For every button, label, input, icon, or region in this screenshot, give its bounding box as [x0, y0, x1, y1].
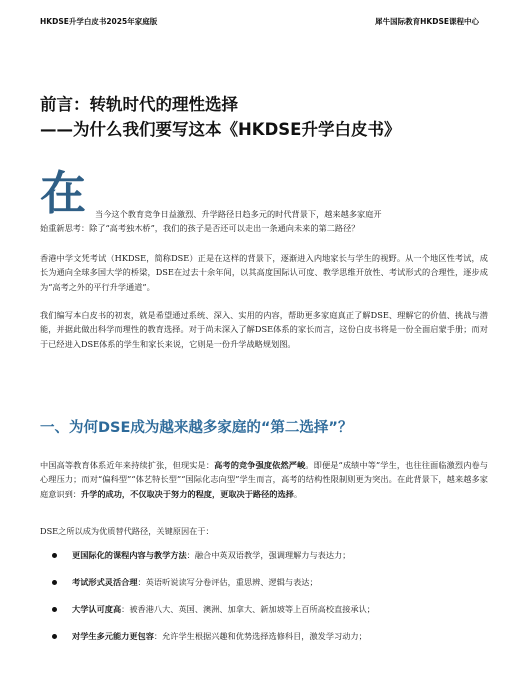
header-left-text: HKDSE升学白皮书2025年家庭版 [40, 17, 158, 26]
bullet-icon [52, 580, 57, 585]
list-item [40, 575, 488, 602]
title-line-1: 前言：转轨时代的理性选择 [40, 95, 238, 114]
list-item-label: 考试形式灵活合理 [72, 577, 138, 587]
list-item [40, 602, 488, 629]
header-right-text: 犀牛国际教育HKDSE课程中心 [375, 17, 479, 26]
preface-paragraph-3: 我们编写本白皮书的初衷，就是希望通过系统、深入、实用的内容，帮助更多家庭真正了解DSE、理解它的价值、挑战与潜能，并据此做出科学而理性的教育选择。对于尚未深入了解DSE体系的家长而言，这份白皮书将是一份全面启蒙手册；而对于已经进入DSE体系的学生和家长来说，它则是一份升学战略规划图。 [40, 310, 488, 349]
bullet-icon [52, 634, 57, 639]
page-header [40, 16, 479, 30]
bullet-icon [52, 553, 57, 558]
preface-paragraph-2: 香港中学文凭考试（HKDSE，简称DSE）正是在这样的背景下，逐渐进入内地家长与学生的视野。从一个地区性考试，成长为通向全球多国大学的桥梁，DSE在过去十余年间，以其高度国际认可度、教学思维开放性、考试形式的合理性，逐步成为“高考之外的平行升学通道”。 [40, 253, 488, 292]
paragraph-text: 。 [293, 488, 303, 499]
section-1-heading: 一、为何DSE成为越来越多家庭的“第二选择”？ [40, 420, 353, 436]
title-line-2: ——为什么我们要写这本《HKDSE升学白皮书》 [40, 120, 401, 139]
preface-paragraph-1 [40, 207, 488, 236]
section-1-intro-line: DSE之所以成为优质替代路径，关键原因在于： [40, 526, 214, 536]
dropcap-letter: 在 [40, 166, 86, 220]
list-item-text: ：融合中英双语教学，强调理解力与表达力； [186, 550, 351, 560]
list-item-text: ：允许学生根据兴趣和优势选择选修科目，激发学习动力； [153, 631, 367, 641]
section-1-paragraph [40, 458, 488, 501]
list-item-text: ：被香港八大、英国、澳洲、加拿大、新加坡等上百所高校直接承认； [121, 604, 375, 614]
paragraph-1-line-2: 始重新思考：除了“高考独木桥”，我们的孩子是否还可以走出一条通向未来的第二路径？ [40, 223, 360, 234]
list-item-label: 更国际化的课程内容与教学方法 [72, 550, 187, 560]
list-item [40, 629, 488, 656]
list-item [40, 548, 488, 575]
preface-title [40, 92, 500, 142]
paragraph-emphasis: 高考的竞争强度依然严峻 [214, 460, 306, 470]
paragraph-emphasis: 升学的成功，不仅取决于努力的程度，更取决于路径的选择 [80, 488, 294, 499]
bullet-icon [52, 607, 57, 612]
list-item-text: ：英语听说读写分卷评估，重思辨、逻辑与表达； [137, 577, 318, 587]
paragraph-1-line-1: 当今这个教育竞争日益激烈、升学路径日趋多元的时代背景下，越来越多家庭开 [95, 209, 382, 219]
paragraph-text: 中国高等教育体系近年来持续扩张，但现实是： [40, 460, 215, 470]
list-item-label: 对学生多元能力更包容 [72, 631, 154, 641]
reasons-list [40, 548, 488, 656]
paragraph-text: 。即便是“成绩中等”学生，也往往面临激烈内卷与心理压力；而对“偏科型”“体艺特长型”“国际化志向型”学生而言，高考的结构性限制则更为突出。在此背景下，越来越多家庭意识到： [40, 460, 488, 499]
list-item-label: 大学认可度高 [72, 604, 122, 614]
